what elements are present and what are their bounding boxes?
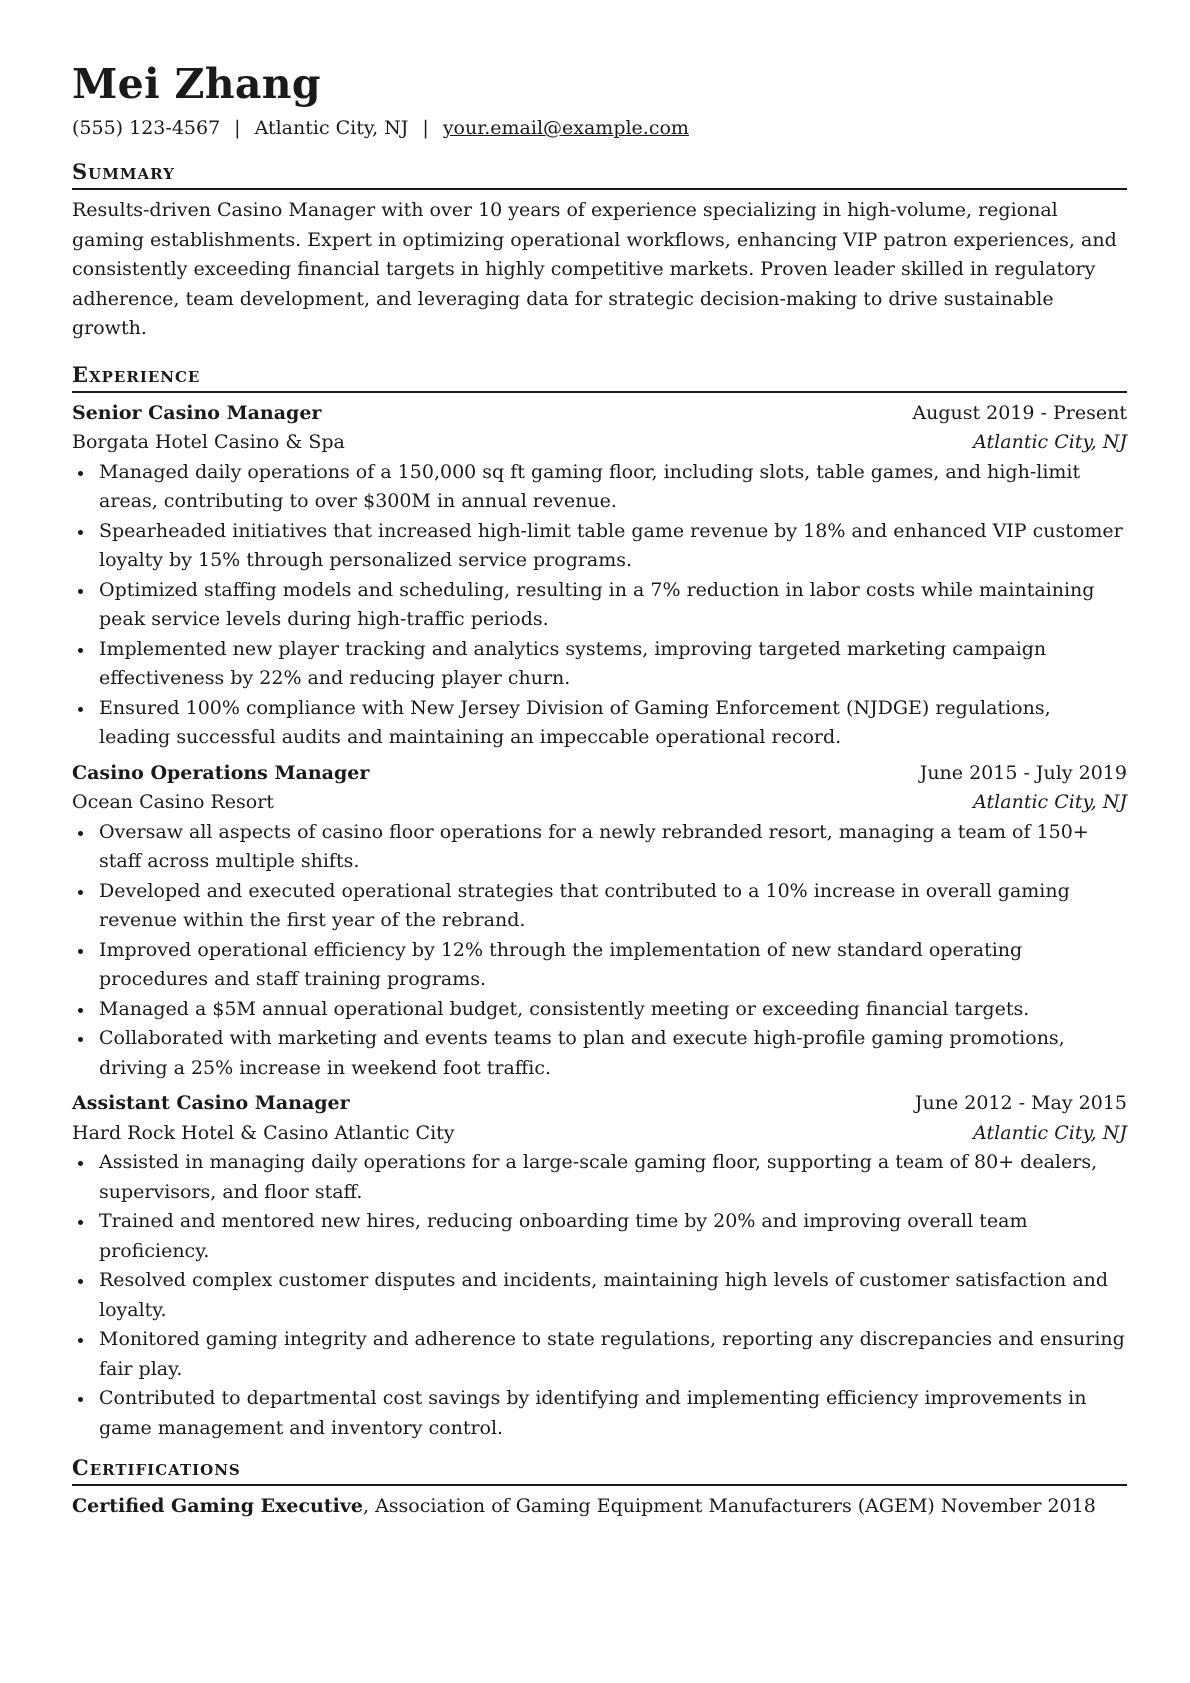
resume-page — [72, 55, 1127, 1522]
job-company: Ocean Casino Resort — [72, 791, 274, 813]
job-bullets — [72, 458, 1127, 753]
contact-line — [72, 113, 1127, 143]
contact-location: Atlantic City, NJ — [254, 117, 409, 139]
job-dates: August 2019 - Present — [912, 401, 1127, 424]
certifications-heading: Certifications — [72, 1453, 1127, 1486]
phone-number: (555) 123-4567 — [72, 117, 221, 139]
bullet-item: Assisted in managing daily operations for a large-scale gaming floor, supporting a team of 80+ dealers, supervisors, and floor staff. — [72, 1148, 1127, 1207]
bullet-item: Collaborated with marketing and events teams to plan and execute high-profile gaming promotions, driving a 25% increase in weekend foot traffic. — [72, 1024, 1127, 1083]
bullet-item: Optimized staffing models and scheduling, resulting in a 7% reduction in labor costs while maintaining peak service levels during high-traffic periods. — [72, 576, 1127, 635]
summary-heading: Summary — [72, 157, 1127, 190]
certification-entry — [72, 1492, 1127, 1522]
summary-text: Results-driven Casino Manager with over 10 years of experience specializing in high-volume, regional gaming establishments. Expert in optimizing operational workflows, enhancing VIP patron experiences, and consistently exceeding financial targets in highly competitive markets. Proven leader skilled in regulatory adherence, team development, and leveraging data for strategic decision-making to drive sustainable growth. — [72, 199, 1117, 339]
bullet-item: Developed and executed operational strategies that contributed to a 10% increase in overall gaming revenue within the first year of the rebrand. — [72, 877, 1127, 936]
job-location: Atlantic City, NJ — [973, 791, 1127, 813]
email-link[interactable]: your.email@example.com — [442, 117, 689, 139]
job-title: Casino Operations Manager — [72, 761, 370, 784]
job-location: Atlantic City, NJ — [973, 431, 1127, 453]
experience-heading: Experience — [72, 360, 1127, 393]
job-location: Atlantic City, NJ — [973, 1121, 1127, 1144]
bullet-item: Trained and mentored new hires, reducing onboarding time by 20% and improving overall team proficiency. — [72, 1207, 1127, 1266]
job-company: Hard Rock Hotel & Casino Atlantic City — [72, 1121, 455, 1144]
job-bullets — [72, 1148, 1127, 1443]
job-title: Senior Casino Manager — [72, 401, 322, 424]
bullet-item: Oversaw all aspects of casino floor operations for a newly rebranded resort, managing a team of 150+ staff across multiple shifts. — [72, 818, 1127, 877]
bullet-item: Managed a $5M annual operational budget, consistently meeting or exceeding financial targets. — [72, 995, 1127, 1025]
bullet-item: Ensured 100% compliance with New Jersey Division of Gaming Enforcement (NJDGE) regulations, leading successful audits and maintaining an impeccable operational record. — [72, 694, 1127, 753]
certification-details: , Association of Gaming Equipment Manufacturers (AGEM) November 2018 — [363, 1495, 1096, 1517]
contact-separator: | — [234, 117, 241, 139]
job-bullets — [72, 818, 1127, 1084]
bullet-item: Monitored gaming integrity and adherence to state regulations, reporting any discrepancies and ensuring fair play. — [72, 1325, 1127, 1384]
certification-name: Certified Gaming Executive — [72, 1495, 363, 1517]
bullet-item: Spearheaded initiatives that increased high-limit table game revenue by 18% and enhanced VIP customer loyalty by 15% through personalized service programs. — [72, 517, 1127, 576]
job-entry — [72, 399, 1127, 753]
job-dates: June 2012 - May 2015 — [914, 1092, 1127, 1114]
bullet-item: Contributed to departmental cost savings by identifying and implementing efficiency improvements in game management and inventory control. — [72, 1384, 1127, 1443]
job-company: Borgata Hotel Casino & Spa — [72, 431, 345, 453]
bullet-item: Improved operational efficiency by 12% through the implementation of new standard operating procedures and staff training programs. — [72, 936, 1127, 995]
bullet-item: Managed daily operations of a 150,000 sq ft gaming floor, including slots, table games, and high-limit areas, contributing to over $300M in annual revenue. — [72, 458, 1127, 517]
job-entry — [72, 759, 1127, 1084]
job-entry — [72, 1089, 1127, 1443]
job-dates: June 2015 - July 2019 — [919, 761, 1127, 784]
experience-section — [72, 399, 1127, 1444]
bullet-item: Implemented new player tracking and analytics systems, improving targeted marketing campaign effectiveness by 22% and reducing player churn. — [72, 635, 1127, 694]
candidate-name: Mei Zhang — [72, 60, 321, 108]
bullet-item: Resolved complex customer disputes and incidents, maintaining high levels of customer satisfaction and loyalty. — [72, 1266, 1127, 1325]
job-title: Assistant Casino Manager — [72, 1092, 350, 1114]
contact-separator: | — [422, 117, 429, 139]
